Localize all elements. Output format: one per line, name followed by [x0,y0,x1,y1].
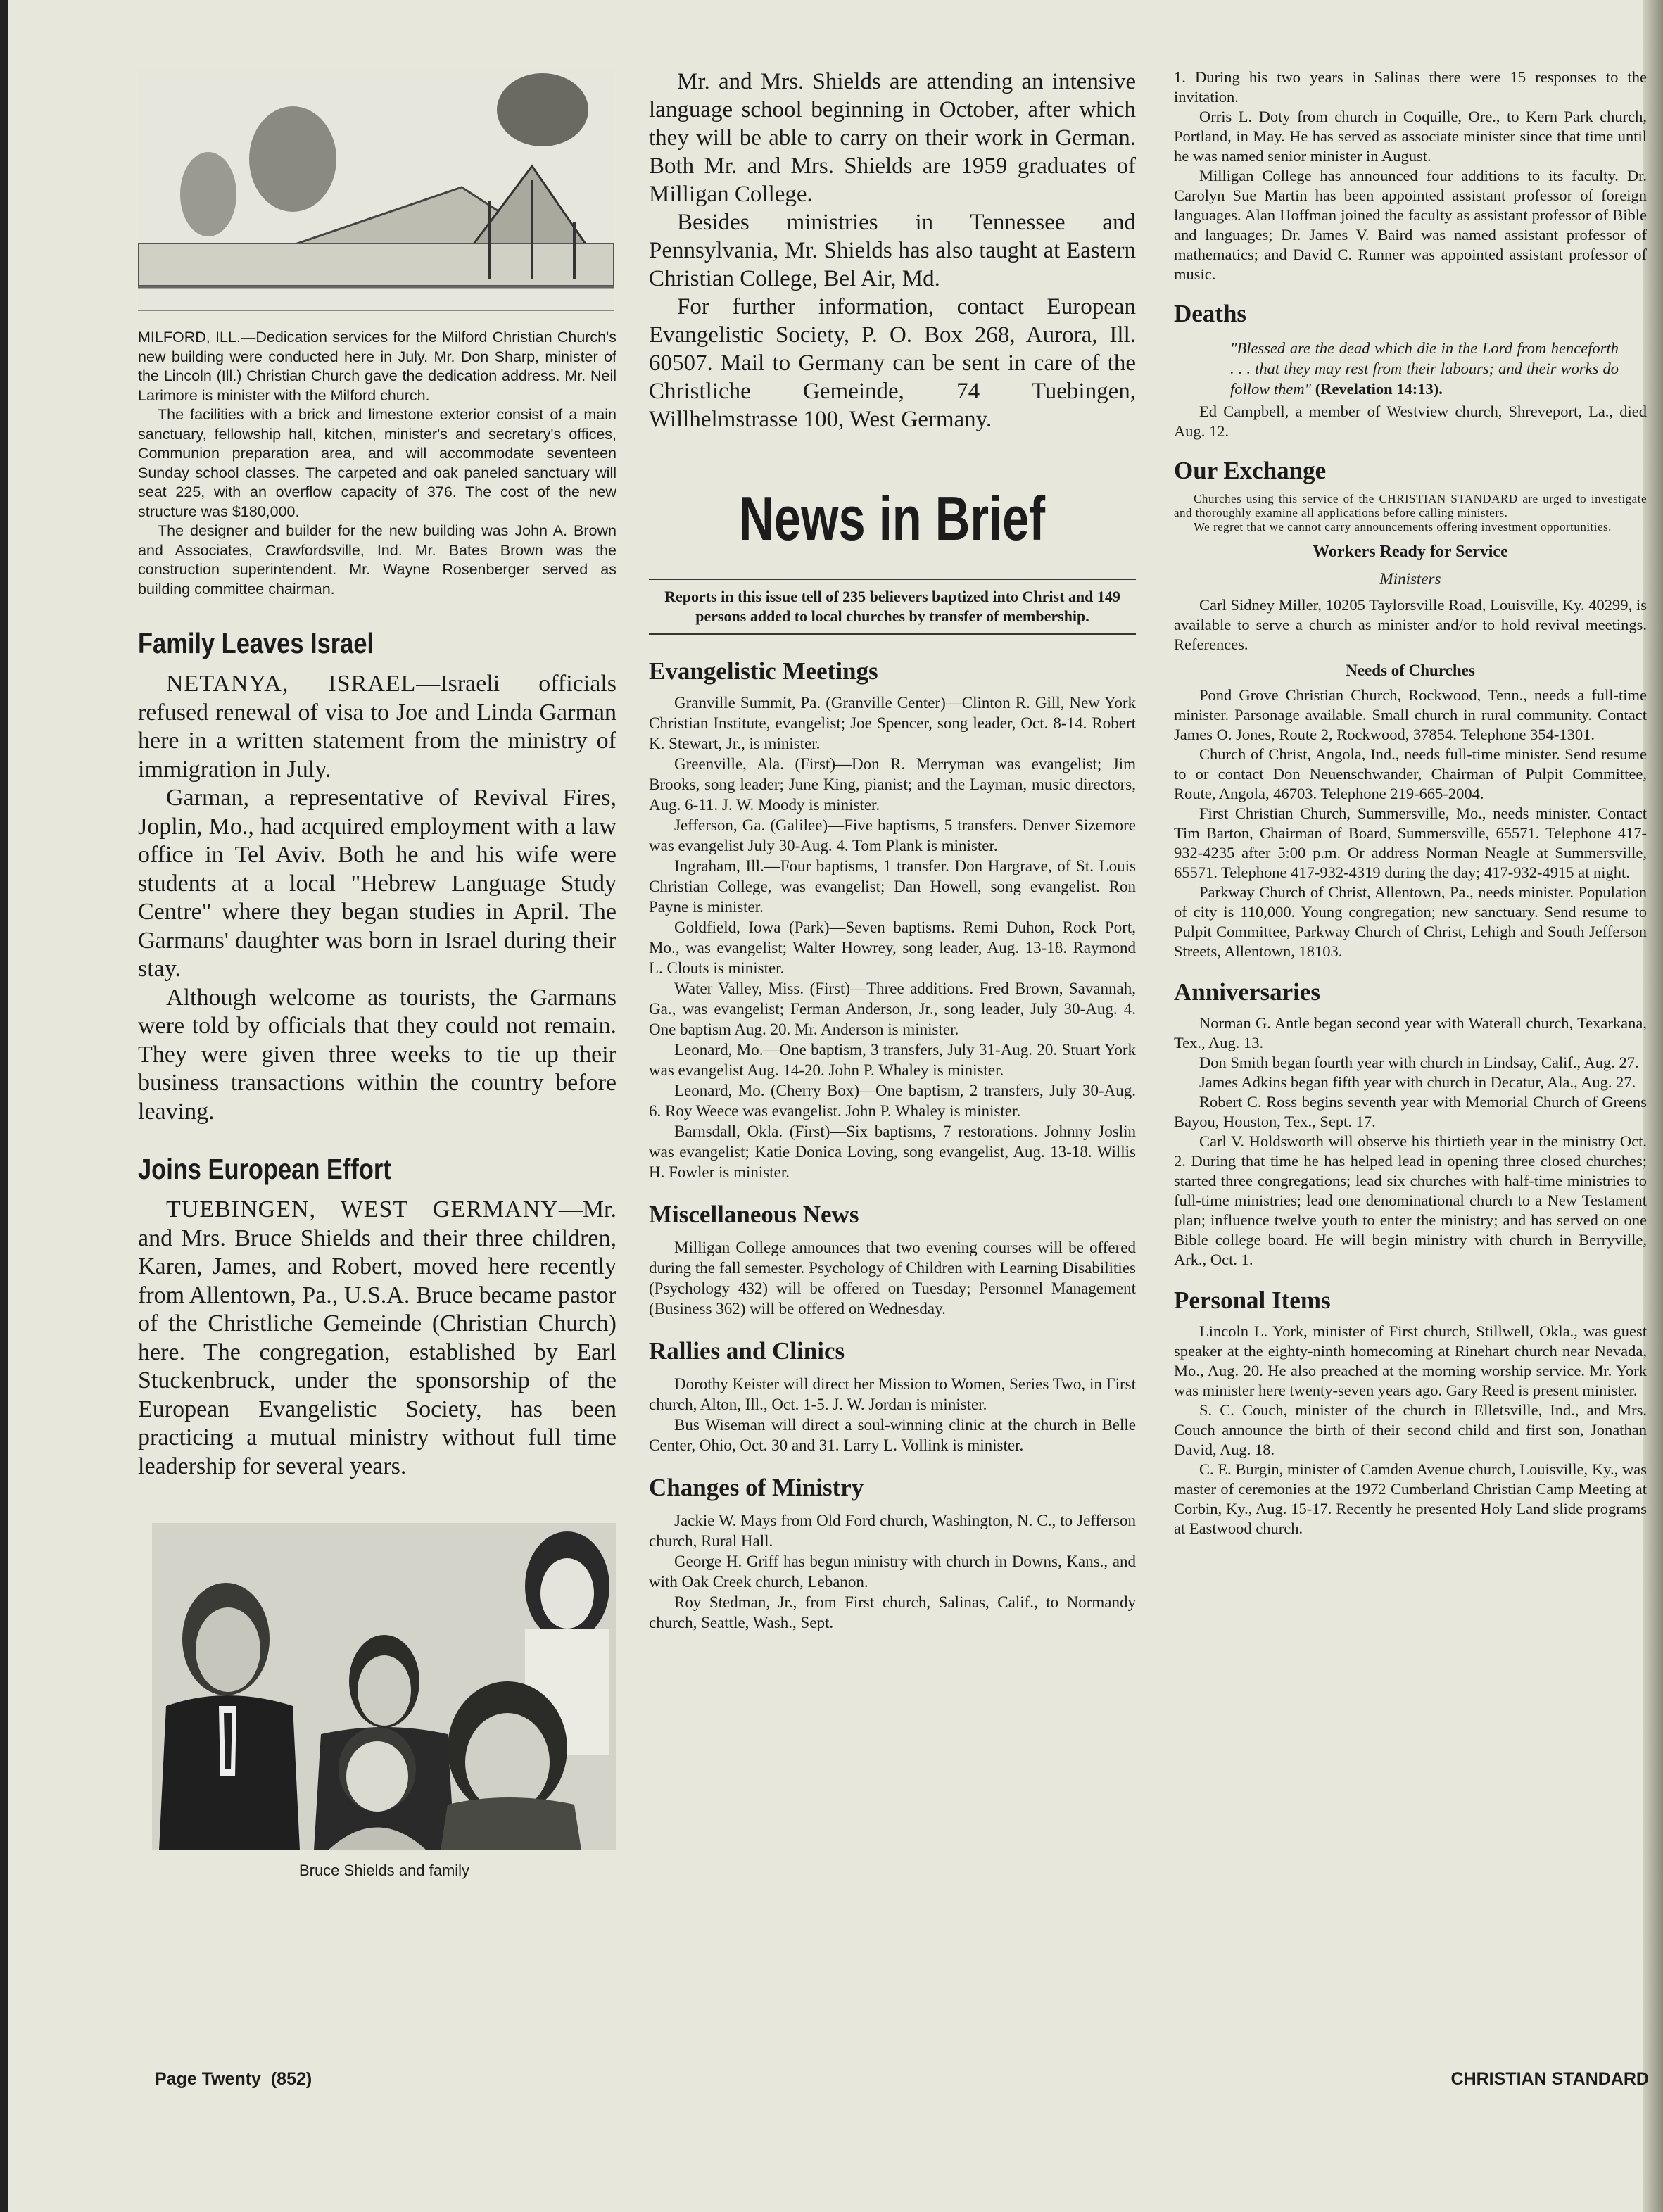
ministers-subheading: Ministers [1379,570,1441,588]
summary-bottom-rule [649,633,1136,635]
list-item: Jefferson, Ga. (Galilee)—Five baptisms, 5 transfers. Denver Sizemore was evangelist July 30-Aug. 4. Tom Plank is minister. [649,816,1136,854]
list-item: S. C. Couch, minister of the church in Elletsville, Ind., and Mrs. Couch announce the birth of their second child and first son, Jonathan David, Aug. 18. [1174,1401,1647,1458]
needs-list [1174,685,1647,961]
changes-continued: 1. During his two years in Salinas there were 15 responses to the invitation. Orris L. Doty from church in Coquille, Ore., to Kern Park church, Portland, in May. He has served as associate minister since that time until he was named senior minister in August. Milligan College has announced four additions to its faculty. Dr. Carolyn Sue Martin has been appointed assistant professor of foreign languages. Alan Hoffman joined the faculty as assistant professor of Bible and languages; Dr. James V. Baird was named assistant professor of mathematics; and David C. Runner was appointed assistant professor of music. [1174,68,1647,283]
list-item: C. E. Burgin, minister of Camden Avenue church, Louisville, Ky., was master of ceremonies at the 1972 Cumberland Christian Camp Meeting at Corbin, Ky., Aug. 15-17. Recently he presented Holy Land slide programs at Eastwood church. [1174,1460,1647,1537]
anniversaries-heading: Anniversaries [1174,978,1321,1006]
list-item: Church of Christ, Angola, Ind., needs full-time minister. Send resume to or contact Don Neuenschwander, Chairman of Pulpit Committee, Route, Angola, 46703. Telephone 219-665-2004. [1174,745,1647,802]
rallies-list [649,1374,1136,1455]
list-item: Goldfield, Iowa (Park)—Seven baptisms. Remi Duhon, Rock Port, Mo., was evangelist; Walter Howrey, song leader, Aug. 13-18. Raymond L. Clouts is minister. [649,918,1136,977]
list-item: Ed Campbell, a member of Westview church, Shreveport, La., died Aug. 12. [1174,403,1647,440]
list-item: First Christian Church, Summersville, Mo., needs minister. Contact Tim Barton, Chairman of Board, Summersville, 65571. Telephone 417-932-4235 after 5:00 p.m. Or address Norman Neagle at Summersville, 65571. Telephone 417-932-4319 during the day; 417-932-4915 at night. [1174,804,1647,881]
masthead-footer: CHRISTIAN STANDARD [1450,2069,1649,2089]
needs-heading: Needs of Churches [1346,662,1475,679]
middle-column [649,68,1136,1633]
misc-news: Milligan College announces that two evening courses will be offered during the fall semester. Psychology of Children with Learning Disabilities (Psychology 432) will be offered on Tuesday; Personnel Management (Business 362) will be offered on Wednesday. [649,1239,1136,1317]
list-item: Leonard, Mo.—One baptism, 3 transfers, July 31-Aug. 20. Stuart York was evangelist Aug. 14-20. John P. Whaley is minister. [649,1041,1136,1079]
personal-list [1174,1322,1647,1538]
personal-heading: Personal Items [1174,1287,1331,1314]
list-item: Leonard, Mo. (Cherry Box)—One baptism, 2 transfers, July 30-Aug. 6. Roy Weece was evangelist. John P. Whaley is minister. [649,1082,1136,1120]
list-item: Don Smith began fourth year with church in Lindsay, Calif., Aug. 27. [1199,1054,1639,1071]
list-item: Granville Summit, Pa. (Granville Center)—Clinton R. Gill, New York Christian Institute, evangelist; Joe Spencer, song leader, Oct. 8-14. Robert K. Stewart, Jr., is minister. [649,694,1136,752]
right-column [1174,68,1647,1538]
list-item: Barnsdall, Okla. (First)—Six baptisms, 7 restorations. Johnny Joslin was evangelist; Katie Donica Loving, song evangelist, Aug. 13-18. Willis H. Fowler is minister. [649,1123,1136,1181]
deaths-list [1174,402,1647,441]
changes-heading: Changes of Ministry [649,1474,864,1501]
rallies-heading: Rallies and Clinics [649,1337,845,1365]
list-item: Ingraham, Ill.—Four baptisms, 1 transfer. Don Hargrave, of St. Louis Christian College, was evangelist; Dan Howell, song evangelist. Ron Payne is minister. [649,857,1136,916]
list-item: Parkway Church of Christ, Allentown, Pa., needs minister. Population of city is 110,000. Young congregation; new sanctuary. Send resume to Pulpit Committee, Parkway Church of Christ, Lehigh and South Jefferson Streets, Allentown, 18103. [1174,883,1647,960]
israel-dateline: NETANYA, ISRAEL [166,671,417,697]
list-item: Water Valley, Miss. (First)—Three additions. Fred Brown, Savannah, Ga., was evangelist; Ferman Anderson, Jr., song leader, July 30-Aug. 4. One baptism Aug. 20. Mr. Anderson is minister. [649,980,1136,1038]
church-building-photo [138,68,614,311]
list-item: Robert C. Ross begins seventh year with Memorial Church of Greens Bayou, Houston, Tex., Sept. 17. [1174,1093,1647,1130]
list-item: Dorothy Keister will direct her Mission to Women, Series Two, in First church, Alton, Ill., Oct. 1-5. J. W. Jordan is minister. [649,1375,1136,1413]
news-in-brief-title: News in Brief [739,484,1046,553]
family-portrait-icon [152,1523,616,1850]
list-item: Carl Sidney Miller, 10205 Taylorsville Road, Louisville, Ky. 40299, is available to serve a church as minister and/or to hold revival meetings. References. [1174,596,1647,653]
anniversaries-list [1174,1013,1647,1270]
european-heading: Joins European Effort [138,1153,391,1185]
page-folio: Page Twenty (852) [155,2069,312,2089]
family-caption: Bruce Shields and family [298,1862,470,1879]
exchange-heading: Our Exchange [1174,457,1327,484]
list-item: Carl V. Holdsworth will observe his thirtieth year in the ministry Oct. 2. During that time he has helped lead in opening three closed churches; started three congregations; lead six churches with half-time ministries to full-time ministries; lead one denominational church to a New Testament plan; influence twelve youth to enter the ministry; and has served on one Bible college board. He will begin ministry with church in Berryville, Ark., Oct. 1. [1174,1132,1647,1268]
milford-caption: MILFORD, ILL.—Dedication services for the Milford Christian Church's new building were conducted here in July. Mr. Don Sharp, minister of the Lincoln (Ill.) Christian Church gave the dedication address. Mr. Neil Larimore is minister with the Milford church. The facilities with a brick and limestone exterior consist of a main sanctuary, fellowship hall, kitchen, minister's and secretary's offices, Communion preparation area, and will accommodate seventeen Sunday school classes. The carpeted and oak paneled sanctuary will seat 225, with an overflow capacity of 376. The cost of the new structure was $180,000. The designer and builder for the new building was John A. Brown and Associates, Crawfordsville, Ind. Mr. Bates Brown was the construction superintendent. Mr. Wayne Rosenberger served as building committee chairman. [138,329,616,598]
list-item: Lincoln L. York, minister of First church, Stillwell, Okla., was guest speaker at the eighty-ninth homecoming at Rinehart church near Nevada, Mo., Aug. 20. He also preached at the morning worship service. Mr. York was minister here twenty-seven years ago. Gary Reed is present minister. [1174,1322,1647,1399]
evangelistic-list [649,693,1136,1182]
european-dateline: TUEBINGEN, WEST GERMANY [166,1196,559,1222]
israel-heading: Family Leaves Israel [138,627,374,659]
list-item: Bus Wiseman will direct a soul-winning clinic at the church in Belle Center, Ohio, Oct. 30 and 31. Larry L. Vollink is minister. [649,1416,1136,1454]
news-summary: Reports in this issue tell of 235 believers baptized into Christ and 149 persons added to local churches by transfer of membership. [664,588,1120,625]
deaths-quote: "Blessed are the dead which die in the Lord from henceforth . . . that they may rest from their labours; and their works do follow them" (Revelation 14:13). [1230,339,1619,398]
list-item: Roy Stedman, Jr., from First church, Salinas, Calif., to Normandy church, Seattle, Wash., Sept. [649,1593,1136,1631]
workers-heading: Workers Ready for Service [1313,543,1508,561]
left-column [138,68,616,1880]
changes-list [649,1510,1136,1633]
shields-story-cont: Mr. and Mrs. Shields are attending an intensive language school beginning in October, after which they will be able to carry on their work in German. Both Mr. and Mrs. Shields are 1959 graduates of Milligan College. Besides ministries in Tennessee and Pennsylvania, Mr. Shields has also taught at Eastern Christian College, Bel Air, Md. For further information, contact European Evangelistic Society, P. O. Box 268, Aurora, Ill. 60507. Mail to Germany can be sent in care of the Christliche Gemeinde, 74 Tuebingen, Willhelmstrasse 100, West Germany. [649,69,1136,432]
evangelistic-heading: Evangelistic Meetings [649,657,878,685]
list-item: Jackie W. Mays from Old Ford church, Washington, N. C., to Jefferson church, Rural Hall. [649,1512,1136,1550]
exchange-notice: Churches using this service of the CHRISTIAN STANDARD are urged to investigate and thoroughly examine all applications before calling ministers. We regret that we cannot carry announcements offering investment opportunities. [1174,492,1647,533]
misc-heading: Miscellaneous News [649,1201,859,1228]
israel-story: NETANYA, ISRAEL—Israeli officials refused renewal of visa to Joe and Linda Garman here in a written statement from the ministry of immigration in July. Garman, a representative of Revival Fires, Joplin, Mo., had acquired employment with a law office in Tel Aviv. Both he and his wife were students at a local "Hebrew Language Study Centre" where they began studies in April. The Garmans' daughter was born in Israel during their stay. Although welcome as tourists, the Garmans were told by officials that they could not remain. They were given three weeks to tie up their business transactions within the country before leaving. [138,671,616,1125]
list-item: James Adkins began fifth year with church in Decatur, Ala., Aug. 27. [1199,1073,1636,1091]
list-item: Norman G. Antle began second year with Waterall church, Texarkana, Tex., Aug. 13. [1174,1014,1647,1051]
family-photo [152,1523,616,1850]
church-sketch-icon [138,68,614,310]
list-item: Greenville, Ala. (First)—Don R. Merryman was evangelist; Jim Brooks, song leader; June King, pianist; and the Layman, music directors, Aug. 6-11. J. W. Moody is minister. [649,755,1136,814]
deaths-heading: Deaths [1174,300,1247,327]
european-story: TUEBINGEN, WEST GERMANY—Mr. and Mrs. Bruce Shields and their three children, Karen, James, and Robert, moved here recently from Allentown, Pa., U.S.A. Bruce became pastor of the Christliche Gemeinde (Christian Church) here. The congregation, established by Earl Stuckenbruck, under the sponsorship of the European Evangelistic Society, has been practicing a mutual ministry without full time leadership for several years. [138,1196,616,1479]
list-item: George H. Griff has begun ministry with church in Downs, Kans., and with Oak Creek church, Lebanon. [649,1553,1136,1591]
ministers-list [1174,595,1647,655]
list-item: Pond Grove Christian Church, Rockwood, Tenn., needs a full-time minister. Parsonage available. Small church in rural community. Contact James O. Jones, Route 2, Rockwood, 37854. Telephone 354-1301. [1174,686,1647,743]
binding-edge [0,0,8,2212]
